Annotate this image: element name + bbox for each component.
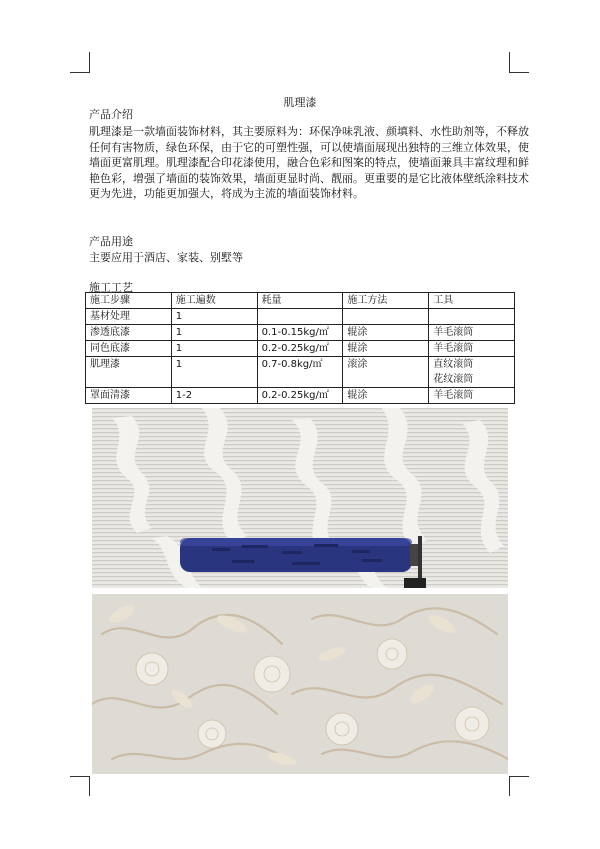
wall-roller-illustration bbox=[92, 408, 508, 588]
table-cell: 滚涂 bbox=[343, 357, 429, 388]
intro-line: 艳色彩，增强了墙面的装饰效果，墙面更显时尚、靓丽。更重要的是它比液体壁纸涂料技术 bbox=[89, 171, 529, 185]
table-cell bbox=[429, 309, 515, 325]
table-cell: 同色底漆 bbox=[86, 341, 172, 357]
crop-mark bbox=[89, 52, 90, 72]
table-cell: 渗透底漆 bbox=[86, 325, 172, 341]
crop-mark bbox=[509, 72, 529, 73]
table-cell: 1 bbox=[171, 341, 257, 357]
table-cell: 花纹滚筒 bbox=[429, 372, 515, 388]
header-cell: 施工方法 bbox=[343, 293, 429, 309]
table-cell: 基材处理 bbox=[86, 309, 172, 325]
table-cell: 羊毛滚筒 bbox=[429, 388, 515, 404]
floral-texture-illustration bbox=[92, 594, 508, 774]
header-cell: 耗量 bbox=[257, 293, 343, 309]
table-cell: 1 bbox=[171, 309, 257, 325]
table-row bbox=[86, 341, 515, 357]
table-cell: 辊涂 bbox=[343, 341, 429, 357]
table-row bbox=[86, 309, 515, 325]
crop-mark bbox=[70, 776, 90, 777]
table-cell: 0.2-0.25kg/㎡ bbox=[257, 388, 343, 404]
intro-heading: 产品介绍 bbox=[89, 108, 133, 121]
table-cell: 0.1-0.15kg/㎡ bbox=[257, 325, 343, 341]
process-table bbox=[85, 292, 515, 404]
header-cell: 工具 bbox=[429, 293, 515, 309]
table-cell: 1-2 bbox=[171, 388, 257, 404]
table-cell: 1 bbox=[171, 357, 257, 388]
table-cell bbox=[343, 309, 429, 325]
floral-texture-photo bbox=[92, 594, 508, 774]
patterned-wall-roller-photo bbox=[92, 408, 508, 588]
intro-line: 任何有害物质，绿色环保，由于它的可塑性强，可以使墙面展现出独特的三维立体效果，使 bbox=[89, 140, 529, 154]
table-header-row bbox=[86, 293, 515, 309]
intro-line: 更为先进，功能更加强大，将成为主流的墙面装饰材料。 bbox=[89, 187, 364, 201]
header-cell: 施工遍数 bbox=[171, 293, 257, 309]
table-cell: 直纹滚筒 bbox=[429, 357, 515, 373]
table-cell: 辊涂 bbox=[343, 325, 429, 341]
table-cell: 羊毛滚筒 bbox=[429, 325, 515, 341]
table-cell bbox=[257, 309, 343, 325]
document-title: 肌理漆 bbox=[283, 96, 317, 109]
table-row bbox=[86, 325, 515, 341]
crop-mark bbox=[509, 52, 510, 72]
crop-mark bbox=[89, 776, 90, 796]
table-cell: 1 bbox=[171, 325, 257, 341]
crop-mark bbox=[70, 72, 90, 73]
intro-line: 墙面更富肌理。肌理漆配合印花漆使用，融合色彩和图案的特点，使墙面兼具丰富纹理和鲜 bbox=[89, 156, 529, 170]
header-cell: 施工步骤 bbox=[86, 293, 172, 309]
usage-heading: 产品用途 bbox=[89, 235, 133, 248]
intro-line: 肌理漆是一款墙面装饰材料，其主要原料为：环保净味乳液、颜填料、水性助剂等，不释放 bbox=[89, 125, 529, 138]
usage-text: 主要应用于酒店、家装、别墅等 bbox=[89, 251, 243, 264]
process-heading: 施工工艺 bbox=[89, 281, 133, 294]
table-cell: 0.2-0.25kg/㎡ bbox=[257, 341, 343, 357]
table-cell: 肌理漆 bbox=[86, 357, 172, 388]
table-row bbox=[86, 357, 515, 373]
table-cell: 辊涂 bbox=[343, 388, 429, 404]
crop-mark bbox=[509, 776, 510, 796]
table-cell: 0.7-0.8kg/㎡ bbox=[257, 357, 343, 388]
table-row bbox=[86, 388, 515, 404]
intro-paragraph bbox=[89, 124, 529, 202]
table-cell: 罩面清漆 bbox=[86, 388, 172, 404]
crop-mark bbox=[509, 776, 529, 777]
table-cell: 羊毛滚筒 bbox=[429, 341, 515, 357]
